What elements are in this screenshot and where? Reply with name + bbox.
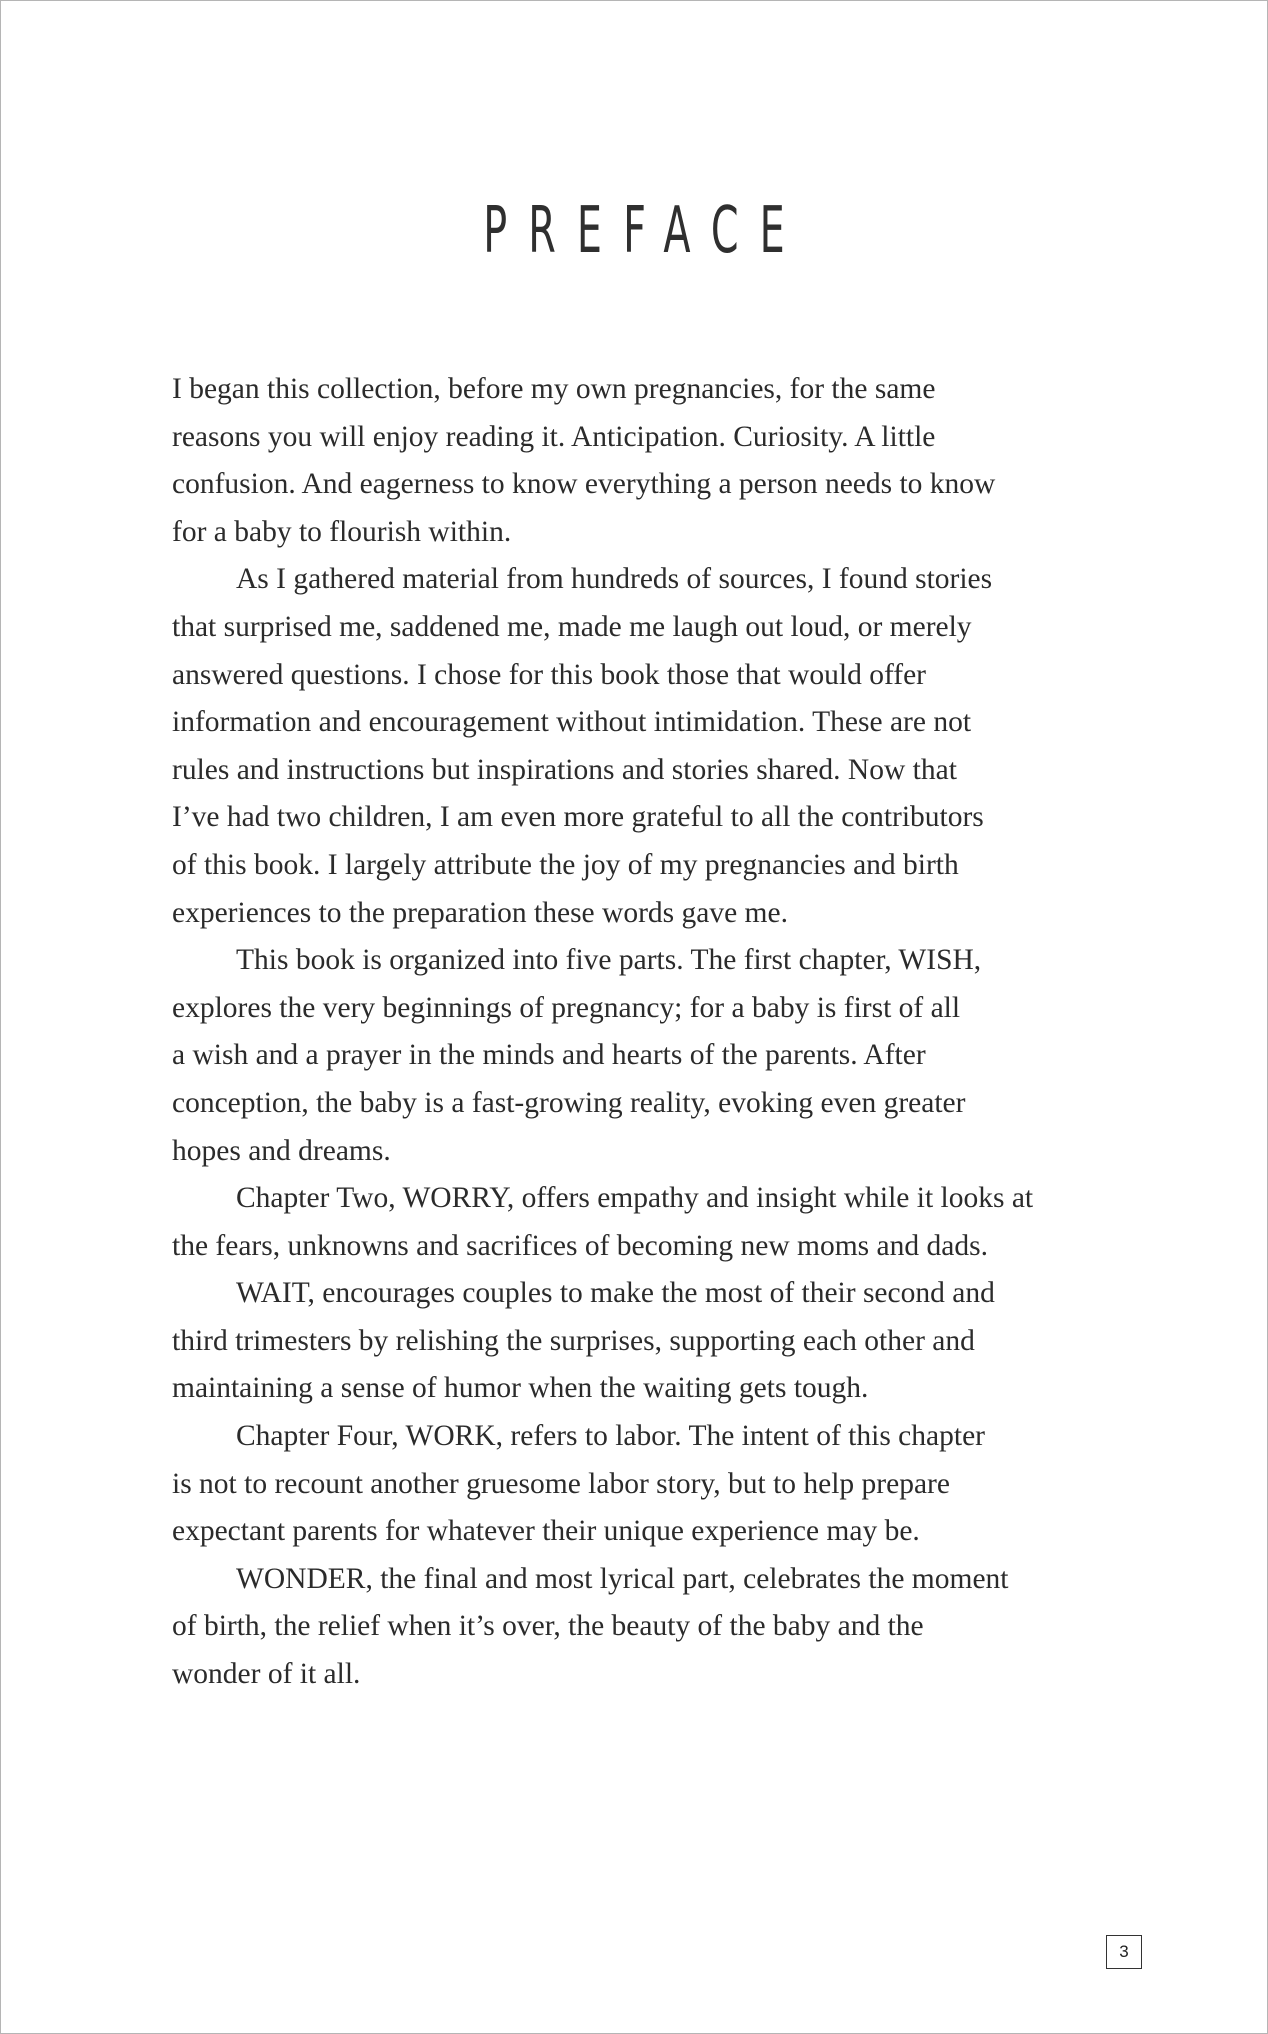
text-line: third trimesters by relishing the surprises, supporting each other and [172, 1324, 975, 1357]
body-paragraph [172, 1175, 1172, 1270]
text-line: I’ve had two children, I am even more grateful to all the contributors [172, 801, 984, 834]
text-line: maintaining a sense of humor when the waiting gets tough. [172, 1372, 869, 1405]
text-line: is not to recount another gruesome labor story, but to help prepare [172, 1467, 950, 1500]
text-line: Chapter Four, WORK, refers to labor. The intent of this chapter [236, 1420, 985, 1453]
text-line: rules and instructions but inspirations and stories shared. Now that [172, 753, 957, 786]
text-line: of birth, the relief when it’s over, the beauty of the baby and the [172, 1610, 924, 1643]
text-line: I began this collection, before my own pregnancies, for the same [172, 373, 936, 405]
text-line: information and encouragement without intimidation. These are not [172, 706, 972, 739]
body-paragraph [172, 1270, 1172, 1413]
page-number: 3 [1106, 1935, 1142, 1969]
body-paragraph [172, 556, 1172, 937]
body-paragraph [172, 366, 1172, 556]
text-line: Chapter Two, WORRY, offers empathy and insight while it looks at [236, 1182, 1034, 1215]
text-line: the fears, unknowns and sacrifices of becoming new moms and dads. [172, 1229, 988, 1262]
text-line: As I gathered material from hundreds of sources, I found stories [236, 563, 993, 596]
body-paragraph [172, 1413, 1172, 1556]
text-line: that surprised me, saddened me, made me laugh out loud, or merely [172, 610, 972, 643]
text-line: confusion. And eagerness to know everything a person needs to know [172, 468, 996, 501]
text-line: expectant parents for whatever their unique experience may be. [172, 1515, 920, 1548]
text-line: of this book. I largely attribute the joy of my pregnancies and birth [172, 848, 959, 881]
text-line: conception, the baby is a fast-growing reality, evoking even greater [172, 1086, 966, 1119]
text-line: experiences to the preparation these words gave me. [172, 896, 788, 929]
text-line: a wish and a prayer in the minds and hearts of the parents. After [172, 1039, 926, 1072]
text-line: answered questions. I chose for this book those that would offer [172, 658, 927, 691]
body-paragraph [172, 937, 1172, 1175]
preface-body [172, 366, 1172, 1699]
text-line: hopes and dreams. [172, 1134, 391, 1167]
text-line: This book is organized into five parts. The first chapter, WISH, [236, 944, 982, 977]
text-line: WAIT, encourages couples to make the most of their second and [236, 1277, 995, 1310]
text-line: reasons you will enjoy reading it. Anticipation. Curiosity. A little [172, 420, 936, 453]
text-line: wonder of it all. [172, 1658, 361, 1691]
page-title: PREFACE [483, 194, 806, 268]
text-line: WONDER, the final and most lyrical part, celebrates the moment [236, 1562, 1009, 1595]
text-line: for a baby to flourish within. [172, 515, 512, 548]
text-line: explores the very beginnings of pregnancy; for a baby is first of all [172, 991, 961, 1024]
body-paragraph [172, 1556, 1172, 1699]
